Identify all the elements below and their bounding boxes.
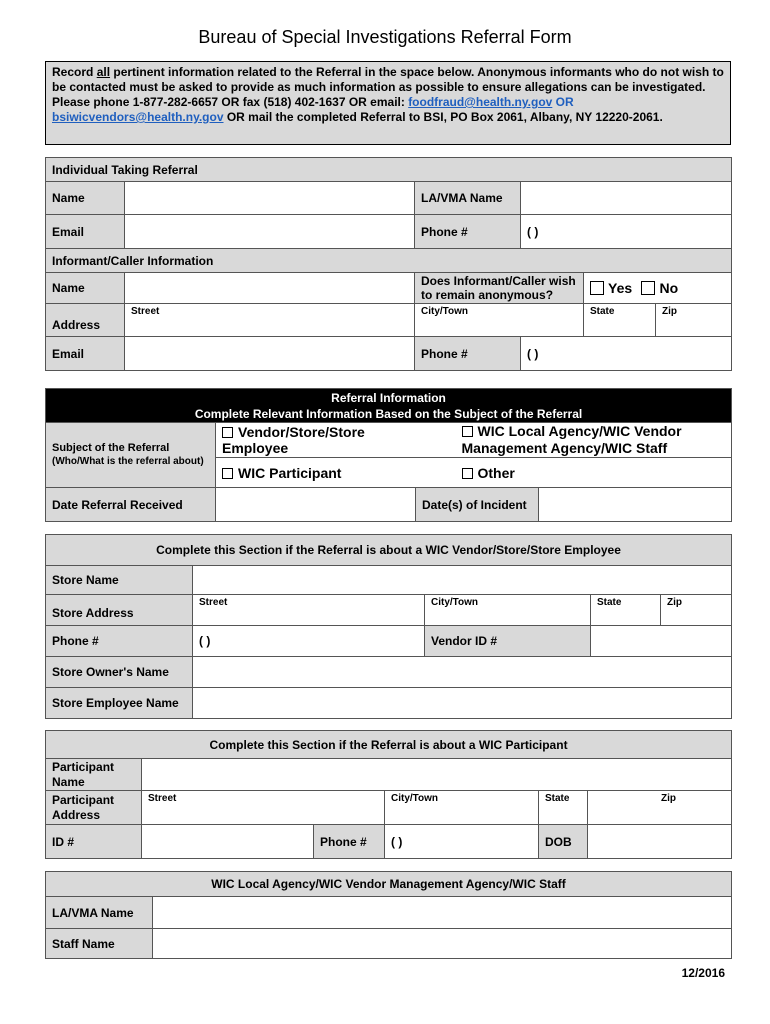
participant-phone-field[interactable]: ( ) — [385, 825, 539, 859]
referral-heading-title: Referral Information — [331, 390, 446, 405]
subject-label-cell — [46, 423, 216, 488]
informant-name-field[interactable] — [125, 273, 415, 304]
informant-phone-field[interactable]: ( ) — [521, 337, 732, 371]
incident-date-field[interactable] — [539, 488, 732, 522]
individual-email-label: Email — [46, 215, 125, 249]
staff-name-field[interactable] — [153, 929, 732, 959]
informant-city-field[interactable]: City/Town — [415, 304, 584, 337]
individual-name-field[interactable] — [125, 182, 415, 215]
informant-phone-label: Phone # — [415, 337, 521, 371]
vendor-id-label: Vendor ID # — [425, 626, 591, 657]
store-name-label: Store Name — [46, 566, 193, 595]
store-employee-field[interactable] — [193, 688, 732, 719]
participant-zip-field[interactable]: Zip — [588, 791, 732, 825]
individual-lavma-field[interactable] — [521, 182, 732, 215]
yes-checkbox[interactable] — [590, 281, 604, 295]
vendor-heading: Complete this Section if the Referral is about a WIC Vendor/Store/Store Employee — [46, 535, 732, 566]
participant-state-field[interactable]: State — [539, 791, 588, 825]
informant-zip-field[interactable]: Zip — [656, 304, 732, 337]
participant-name-label: Participant Name — [46, 759, 142, 791]
individual-lavma-label: LA/VMA Name — [415, 182, 521, 215]
participant-id-field[interactable] — [142, 825, 314, 859]
incident-date-label: Date(s) of Incident — [416, 488, 539, 522]
no-checkbox[interactable] — [641, 281, 655, 295]
staff-name-label: Staff Name — [46, 929, 153, 959]
email-link-foodfraud[interactable]: foodfraud@health.ny.gov — [408, 95, 553, 109]
or-text: OR — [552, 95, 574, 109]
participant-dob-field[interactable] — [588, 825, 732, 859]
store-owner-label: Store Owner's Name — [46, 657, 193, 688]
participant-dob-label: DOB — [539, 825, 588, 859]
instructions-text-cont: pertinent information related to the Referral in the space below. Anonymous informants who do not wish to be contacted must be asked to provide as much information as possible to ensure allegations can be investigated. — [52, 65, 724, 94]
individual-phone-label: Phone # — [415, 215, 521, 249]
store-phone-field[interactable]: ( ) — [193, 626, 425, 657]
participant-street-field[interactable]: Street — [142, 791, 385, 825]
mail-text: OR mail the completed Referral to BSI, PO Box 2061, Albany, NY 12220-2061. — [223, 110, 663, 124]
individual-email-field[interactable] — [125, 215, 415, 249]
informant-email-field[interactable] — [125, 337, 415, 371]
informant-email-label: Email — [46, 337, 125, 371]
participant-table — [45, 730, 732, 859]
subject-option-participant[interactable]: WIC Participant — [216, 458, 416, 488]
subject-option-other[interactable]: Other — [416, 458, 732, 488]
subject-sublabel: (Who/What is the referral about) — [52, 456, 204, 467]
individual-name-label: Name — [46, 182, 125, 215]
anonymous-options — [584, 273, 732, 304]
staff-heading: WIC Local Agency/WIC Vendor Management Agency/WIC Staff — [46, 872, 732, 897]
store-zip-field[interactable]: Zip — [661, 595, 732, 626]
date-received-field[interactable] — [216, 488, 416, 522]
referral-table — [45, 388, 732, 522]
anonymous-question: Does Informant/Caller wish to remain anonymous? — [415, 273, 584, 304]
participant-phone-label: Phone # — [314, 825, 385, 859]
individual-heading: Individual Taking Referral — [46, 158, 732, 182]
staff-table — [45, 871, 732, 959]
form-version: 12/2016 — [681, 966, 725, 980]
participant-checkbox[interactable] — [222, 468, 233, 479]
informant-heading: Informant/Caller Information — [46, 249, 732, 273]
referral-heading-subtitle: Complete Relevant Information Based on the Subject of the Referral — [194, 406, 583, 421]
informant-address-label: Address — [46, 304, 125, 337]
staff-lavma-field[interactable] — [153, 897, 732, 929]
store-address-label: Store Address — [46, 595, 193, 626]
informant-street-field[interactable]: Street — [125, 304, 415, 337]
informant-name-label: Name — [46, 273, 125, 304]
subject-label: Subject of the Referral — [52, 442, 170, 454]
participant-city-field[interactable]: City/Town — [385, 791, 539, 825]
individual-informant-table — [45, 157, 732, 371]
participant-name-field[interactable] — [142, 759, 732, 791]
staff-lavma-label: LA/VMA Name — [46, 897, 153, 929]
vendor-id-field[interactable] — [591, 626, 732, 657]
participant-id-label: ID # — [46, 825, 142, 859]
other-checkbox[interactable] — [462, 468, 473, 479]
participant-address-label: Participant Address — [46, 791, 142, 825]
vendor-checkbox[interactable] — [222, 427, 233, 438]
individual-phone-field[interactable]: ( ) — [521, 215, 732, 249]
subject-option-agency[interactable]: WIC Local Agency/WIC Vendor Management Agency/WIC Staff — [416, 423, 732, 458]
instructions-text: Record — [52, 65, 97, 79]
instructions-emphasis: all — [96, 65, 111, 79]
store-city-field[interactable]: City/Town — [425, 595, 591, 626]
subject-option-vendor[interactable]: Vendor/Store/Store Employee — [216, 423, 416, 458]
store-name-field[interactable] — [193, 566, 732, 595]
vendor-table — [45, 534, 732, 719]
form-title: Bureau of Special Investigations Referral Form — [198, 27, 572, 47]
email-link-bsiwicvendors[interactable]: bsiwicvendors@health.ny.gov — [52, 110, 224, 124]
store-phone-label: Phone # — [46, 626, 193, 657]
anonymous-yes-option[interactable]: Yes — [590, 280, 632, 296]
participant-heading: Complete this Section if the Referral is about a WIC Participant — [46, 731, 732, 759]
agency-checkbox[interactable] — [462, 426, 473, 437]
informant-state-field[interactable]: State — [584, 304, 656, 337]
date-received-label: Date Referral Received — [46, 488, 216, 522]
referral-heading — [46, 389, 732, 423]
instructions-box — [45, 61, 731, 145]
store-state-field[interactable]: State — [591, 595, 661, 626]
store-employee-label: Store Employee Name — [46, 688, 193, 719]
store-street-field[interactable]: Street — [193, 595, 425, 626]
anonymous-no-option[interactable]: No — [641, 280, 678, 296]
store-owner-field[interactable] — [193, 657, 732, 688]
contact-text: Please phone 1-877-282-6657 OR fax (518) 402-1637 OR email: — [52, 95, 409, 109]
